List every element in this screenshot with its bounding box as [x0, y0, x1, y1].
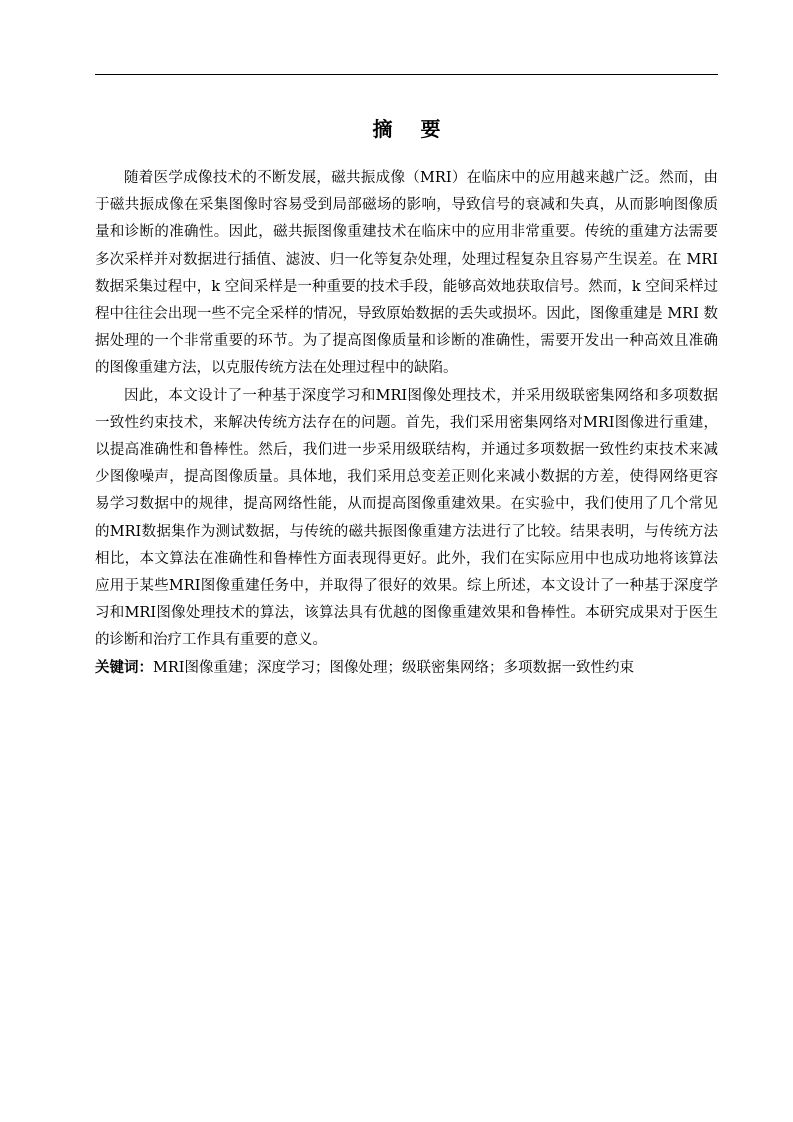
- abstract-paragraph-2: 因此，本文设计了一种基于深度学习和MRI图像处理技术，并采用级联密集网络和多项数据一致性约束技术，来解决传统方法存在的问题。首先，我们采用密集网络对MRI图像进行重建，以提高准确性和鲁棒性。然后，我们进一步采用级联结构，并通过多项数据一致性约束技术来减少图像噪声，提高图像质量。具体地，我们采用总变差正则化来减小数据的方差，使得网络更容易学习数据中的规律，提高网络性能，从而提高图像重建效果。在实验中，我们使用了几个常见的MRI数据集作为测试数据，与传统的磁共振图像重建方法进行了比较。结果表明，与传统方法相比，本文算法在准确性和鲁棒性方面表现得更好。此外，我们在实际应用中也成功地将该算法应用于某些MRI图像重建任务中，并取得了很好的效果。综上所述，本文设计了一种基于深度学习和MRI图像处理技术的算法，该算法具有优越的图像重建效果和鲁棒性。本研究成果对于医生的诊断和治疗工作具有重要的意义。: [95, 387, 718, 649]
- header-rule: [95, 74, 718, 75]
- keywords-label: 关键词：: [95, 659, 153, 676]
- abstract-paragraph-1: 随着医学成像技术的不断发展，磁共振成像（MRI）在临床中的应用越来越广泛。然而，由于磁共振成像在采集图像时容易受到局部磁场的影响，导致信号的衰减和失真，从而影响图像质量和诊断的准确性。因此，磁共振图像重建技术在临床中的应用非常重要。传统的重建方法需要多次采样并对数据进行插值、滤波、归一化等复杂处理，处理过程复杂且容易产生误差。在 MRI 数据采集过程中，k 空间采样是一种重要的技术手段，能够高效地获取信号。然而，k 空间采样过程中往往会出现一些不完全采样的情况，导致原始数据的丢失或损坏。因此，图像重建是 MRI 数据处理的一个非常重要的环节。为了提高图像质量和诊断的准确性，需要开发出一种高效且准确的图像重建方法，以克服传统方法在处理过程中的缺陷。: [95, 170, 718, 377]
- keywords-text: MRI图像重建；深度学习；图像处理；级联密集网络；多项数据一致性约束: [153, 659, 634, 676]
- abstract-body: [95, 165, 718, 682]
- abstract-title: 摘要: [372, 117, 469, 141]
- keywords-line: [95, 655, 718, 682]
